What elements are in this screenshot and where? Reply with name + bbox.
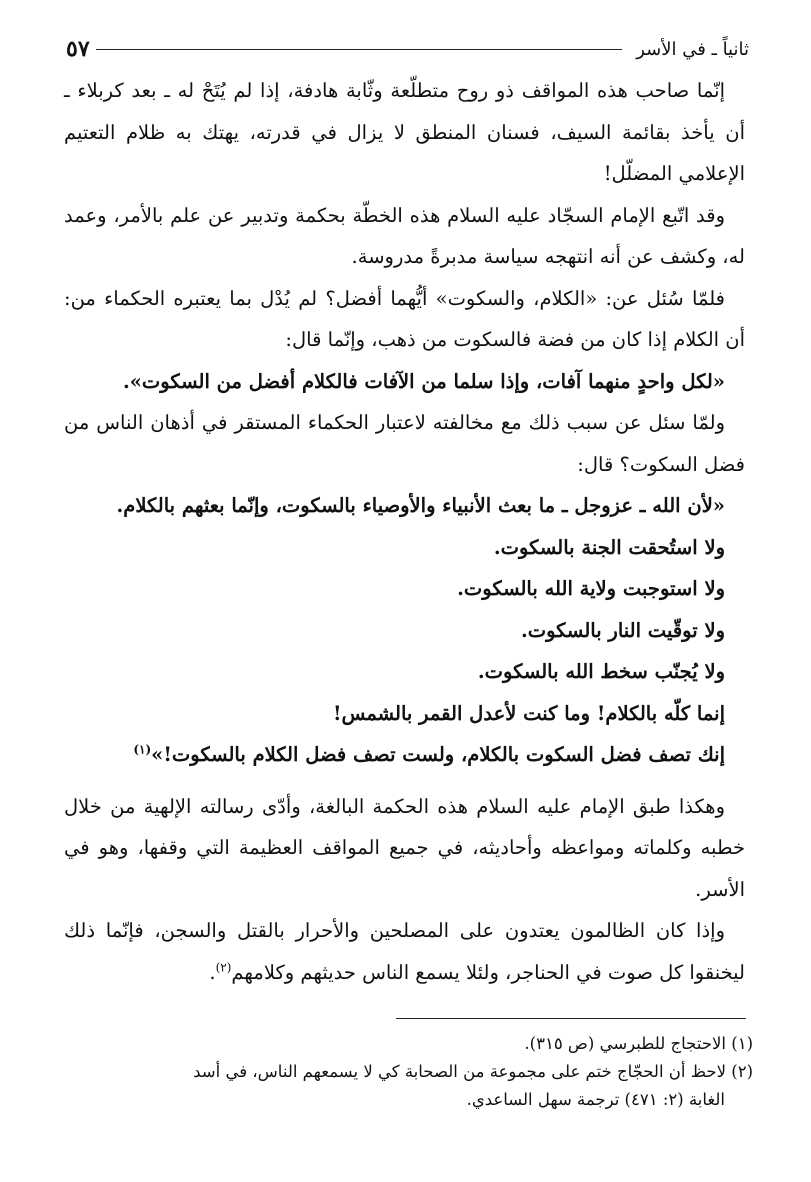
paragraph-6-end: .	[209, 960, 216, 984]
footnote-ref-2[interactable]: (٢)	[215, 960, 232, 974]
paragraph-6	[64, 910, 745, 993]
quote-6: ولا يُجنّب سخط الله بالسكوت.	[477, 660, 725, 683]
quote-1: «لكل واحدٍ منهما آفات، وإذا سلما من الآفات فالكلام أفضل من السكوت».	[122, 369, 725, 393]
footnotes	[64, 1030, 753, 1114]
footnote-1: (١) الاحتجاج للطبرسي (ص ٣١٥).	[524, 1034, 753, 1053]
footnote-2: (٢) لاحظ أن الحجّاج ختم على مجموعة من الصحابة كي لا يسمعهم الناس، في أسد	[193, 1062, 753, 1081]
spacer	[64, 776, 745, 786]
quote-8	[64, 734, 745, 776]
quote-8-text: إنك تصف فضل السكوت بالكلام، ولست تصف فضل الكلام بالسكوت!»	[151, 743, 725, 766]
quote-5: ولا توقّيت النار بالسكوت.	[520, 618, 725, 642]
footnote-rule	[396, 1018, 746, 1019]
page-number: ٥٧	[66, 36, 90, 62]
paragraph-2: وقد اتّبع الإمام السجّاد عليه السلام هذه الخطّة بحكمة وتدبير عن علم بالأمر، وعمد له، وكشف عن أنه انتهجه سياسة مدبرةً مدروسة.	[64, 203, 745, 268]
quote-4: ولا استوجبت ولاية الله بالسكوت.	[457, 577, 725, 600]
footnote-2-continuation: الغابة (٢: ٤٧١) ترجمة سهل الساعدي.	[466, 1090, 725, 1109]
quote-3: ولا استُحقت الجنة بالسكوت.	[493, 535, 725, 559]
header-rule	[96, 49, 623, 50]
footnote-ref-1[interactable]: (١)	[133, 742, 152, 757]
paragraph-3: فلمّا سُئل عن: «الكلام، والسكوت» أيُّهما أفضل؟ لم يُدْل بما يعتبره الحكماء من: أن الكلام إذا كان من فضة فالسكوت من ذهب، وإنّما قال:	[64, 286, 745, 351]
paragraph-5: وهكذا طبق الإمام عليه السلام هذه الحكمة البالغة، وأدّى رسالته الإلهية من خلال خطبه وكلماته ومواعظه وأحاديثه، في جميع المواقف العظيمة التي وقفها، وهو في الأسر.	[64, 794, 745, 901]
quote-7: إنما كلّه بالكلام! وما كنت لأعدل القمر بالشمس!	[332, 701, 725, 725]
quote-2: «لأن الله ـ عزوجل ـ ما بعث الأنبياء والأوصياء بالسكوت، وإنّما بعثهم بالكلام.	[116, 494, 725, 517]
main-text	[64, 70, 745, 993]
running-title: ثانياً ـ في الأسر	[636, 38, 749, 60]
paragraph-6-text: وإذا كان الظالمون يعتدون على المصلحين والأحرار بالقتل والسجن، فإنّما ذلك ليخنقوا كل صوت في الحناجر، ولئلا يسمع الناس حديثهم وكلامهم	[64, 919, 745, 984]
page-header	[66, 34, 749, 64]
paragraph-1: إنّما صاحب هذه المواقف ذو روح متطلّعة وثّابة هادفة، إذا لم يُتَحْ له ـ بعد كربلاء ـ أن يأخذ بقائمة السيف، فسنان المنطق لا يزال في قدرته، يهتك به ظلام التعتيم الإعلامي المضلّل!	[64, 79, 745, 185]
paragraph-4: ولمّا سئل عن سبب ذلك مع مخالفته لاعتبار الحكماء المستقر في أذهان الناس من فضل السكوت؟ قال:	[64, 411, 745, 476]
